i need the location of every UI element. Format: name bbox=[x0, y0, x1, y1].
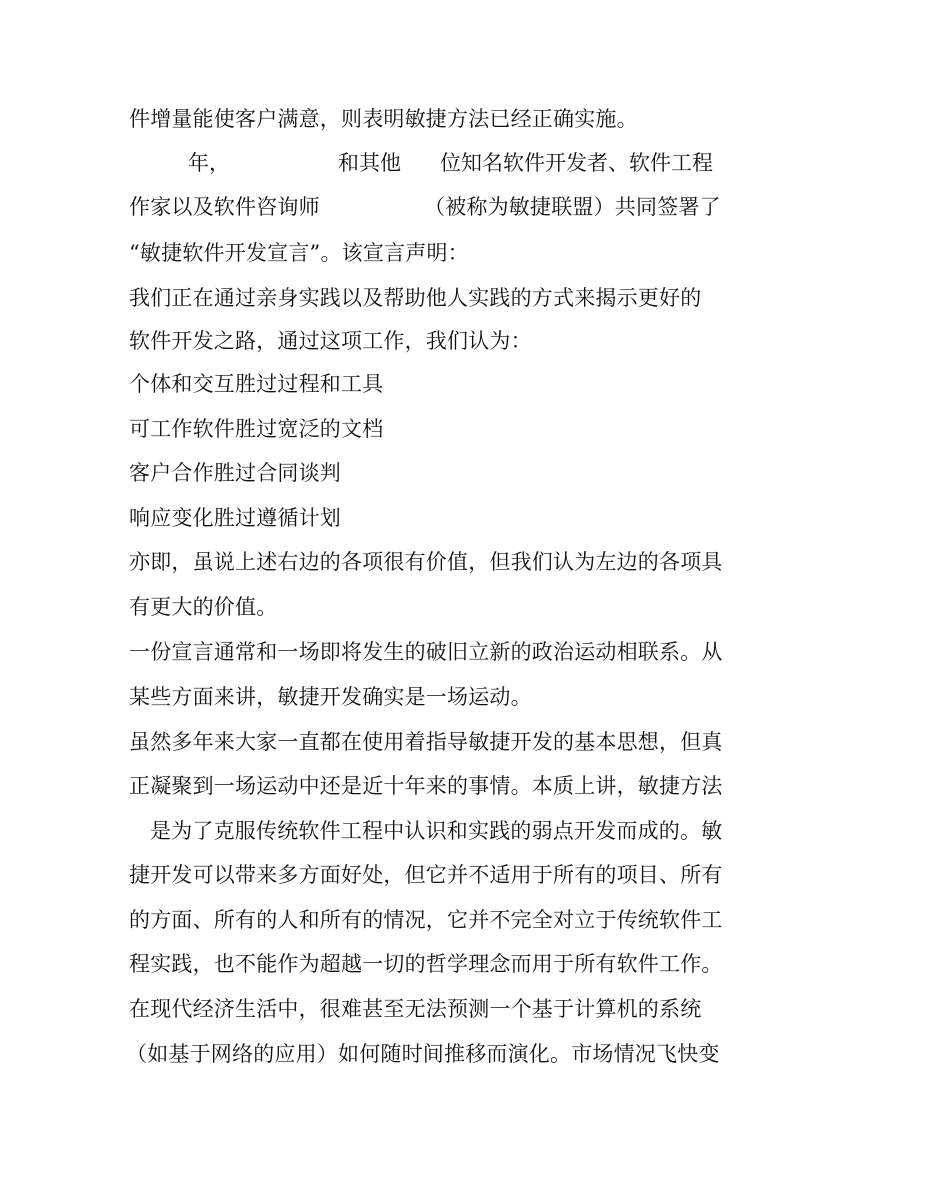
text-line-3b: （被称为敏捷联盟）共同签署了 bbox=[424, 195, 721, 219]
text-line-2-seg-2: 和其他 bbox=[338, 151, 401, 175]
text-line-2-seg-3: 位知名软件开发者、软件工程 bbox=[440, 151, 713, 175]
text-line-8: 可工作软件胜过宽泛的文档 bbox=[129, 417, 384, 441]
text-line-4: “敏捷软件开发宣言”。该宣言声明： bbox=[129, 241, 469, 265]
text-line-22: （如基于网络的应用）如何随时间推移而演化。市场情况飞快变 bbox=[126, 1042, 720, 1066]
text-line-12: 有更大的价值。 bbox=[129, 595, 278, 619]
text-line-11: 亦即，虽说上述右边的各项很有价值，但我们认为左边的各项具 bbox=[129, 550, 723, 574]
text-line-17: 是为了克服传统软件工程中认识和实践的弱点开发而成的。敏 bbox=[150, 819, 723, 843]
text-line-1: 件增量能使客户满意，则表明敏捷方法已经正确实施。 bbox=[129, 107, 638, 131]
text-line-20: 程实践，也不能作为超越一切的哲学理念而用于所有软件工作。 bbox=[129, 952, 723, 976]
text-line-18: 捷开发可以带来多方面好处，但它并不适用于所有的项目、所有 bbox=[129, 863, 723, 887]
text-line-13: 一份宣言通常和一场即将发生的破旧立新的政治运动相联系。从 bbox=[129, 640, 723, 664]
text-line-9: 客户合作胜过合同谈判 bbox=[129, 461, 341, 485]
text-line-16: 正凝聚到一场运动中还是近十年来的事情。本质上讲，敏捷方法 bbox=[129, 774, 723, 798]
text-line-10: 响应变化胜过遵循计划 bbox=[129, 506, 341, 530]
text-line-7: 个体和交互胜过过程和工具 bbox=[129, 372, 384, 396]
text-line-21: 在现代经济生活中，很难甚至无法预测一个基于计算机的系统 bbox=[129, 997, 702, 1021]
text-line-14: 某些方面来讲，敏捷开发确实是一场运动。 bbox=[129, 685, 532, 709]
text-line-6: 软件开发之路，通过这项工作，我们认为： bbox=[129, 329, 532, 353]
text-line-15: 虽然多年来大家一直都在使用着指导敏捷开发的基本思想，但真 bbox=[129, 730, 723, 754]
text-line-3a: 作家以及软件咨询师 bbox=[129, 195, 320, 219]
text-line-5: 我们正在通过亲身实践以及帮助他人实践的方式来揭示更好的 bbox=[129, 286, 702, 310]
text-line-2-seg-1: 年， bbox=[188, 151, 230, 175]
text-line-19: 的方面、所有的人和所有的情况，它并不完全对立于传统软件工 bbox=[129, 908, 723, 932]
